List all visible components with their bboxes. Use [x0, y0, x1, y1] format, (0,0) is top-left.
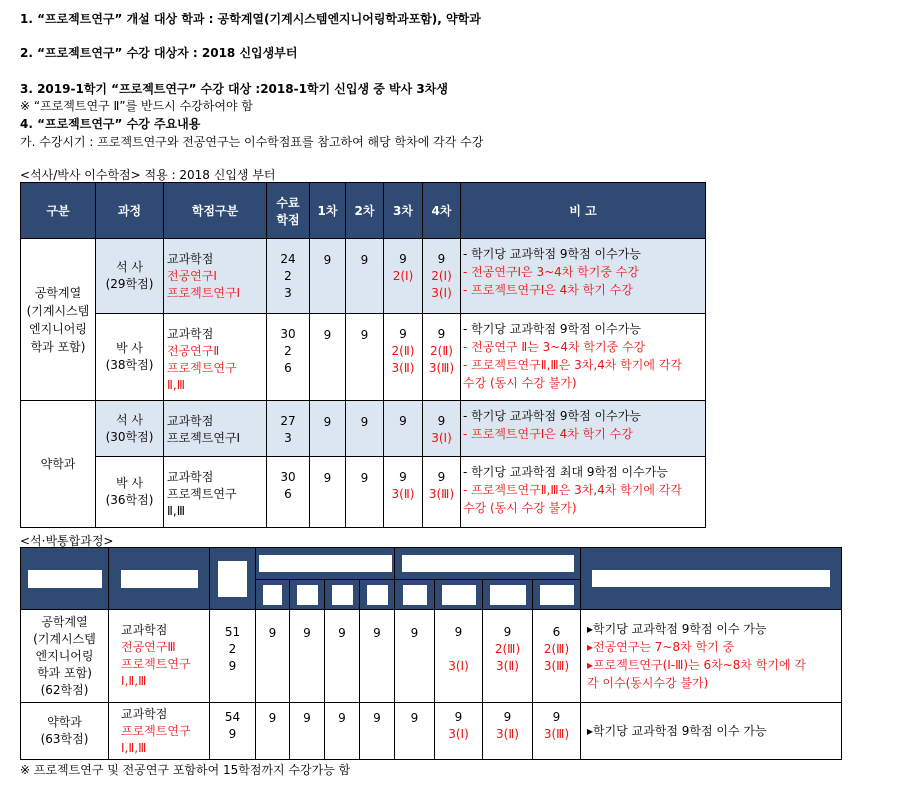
semester-cell [384, 457, 423, 528]
table-row [21, 457, 706, 528]
header-doctor-semesters [395, 548, 581, 580]
semester-cell: 9 [346, 314, 384, 401]
semester-cell: 9 [346, 401, 384, 457]
semester-value: 9 [437, 414, 446, 428]
credit-type-line: 전공연구Ⅰ [167, 269, 217, 283]
semester-value: 3(Ⅰ) [448, 727, 469, 741]
semester-cell: 9 [346, 457, 384, 528]
semester-value: 3(Ⅱ) [391, 487, 415, 501]
credit-value: 30 [280, 327, 296, 341]
remark-line: ▸프로젝트연구(Ⅰ-Ⅲ)는 6차~8차 학기에 각 각 이수(동시수강 불가) [587, 658, 806, 690]
semester-cell [435, 610, 483, 703]
header-sem-3: 3차 [384, 183, 423, 239]
credit-type-line: 프로젝트연구 Ⅱ,Ⅲ [167, 361, 237, 392]
credit-value: 3 [284, 286, 292, 300]
credit-value: 6 [284, 487, 292, 501]
semester-cell: 9 [325, 610, 360, 703]
semester-cell: 9 [290, 703, 325, 760]
semester-cell: 9 [310, 457, 346, 528]
semester-cell: 9 [290, 610, 325, 703]
credit-type-line: 전공연구Ⅱ [167, 344, 220, 358]
completion-credits-cell [267, 314, 310, 401]
remark-line: - 프로젝트연구Ⅱ,Ⅲ은 3차,4차 학기에 각각 수강 (동시 수강 불가) [463, 358, 682, 390]
remark-line: - 프로젝트연구Ⅱ,Ⅲ은 3차,4차 학기에 각각 수강 (동시 수강 불가) [463, 483, 682, 515]
intro-line-3-note: ※ “프로젝트연구 Ⅱ”를 반드시 수강하여야 함 [20, 99, 253, 113]
semester-cell [384, 239, 423, 314]
header-sem-5 [395, 580, 435, 610]
credit-type-line: 교과학점 [167, 414, 214, 428]
intro-line-5: 가. 수강시기 : 프로젝트연구와 전공연구는 이수학점표를 참고하여 해당 학차에 각각 수강 [20, 135, 484, 149]
header-sem-7 [483, 580, 533, 610]
remark-line: - 프로젝트연구Ⅰ은 4차 학기 수강 [463, 283, 633, 297]
table-row [21, 401, 706, 457]
credit-value: 51 [224, 625, 241, 639]
semester-value: 3(Ⅱ) [496, 727, 519, 741]
header-sem-2: 2차 [346, 183, 384, 239]
semester-cell: 9 [346, 239, 384, 314]
semester-cell: 9 [310, 239, 346, 314]
semester-value: 6 [552, 625, 561, 639]
credit-type-line: 교과학점 [167, 327, 214, 341]
semester-value: 9 [454, 710, 463, 724]
semester-cell [533, 610, 581, 703]
semester-value: 9 [399, 252, 407, 266]
remark-line: - 학기당 교과학점 9학점 이수가능 [463, 322, 641, 336]
semester-cell: 9 [395, 610, 435, 703]
credit-type-cell [164, 401, 267, 457]
completion-credits-cell [210, 610, 256, 703]
remarks-cell [461, 239, 706, 314]
table1-title: <석사/박사 이수학점> 적용 : 2018 신입생 부터 [20, 168, 276, 182]
credit-value: 9 [228, 727, 237, 741]
credit-table-integrated [20, 547, 842, 760]
semester-value: 3(Ⅲ) [543, 659, 570, 673]
semester-value: 9 [503, 625, 512, 639]
semester-cell: 9 [310, 401, 346, 457]
category-cell: 공학계열 (기계시스템 엔지니어링 학과 포함) (62학점) [21, 610, 109, 703]
semester-value: 2(Ⅰ) [392, 269, 414, 283]
semester-value: 3(Ⅱ) [496, 659, 519, 673]
completion-credits-cell [267, 239, 310, 314]
header-category [21, 548, 109, 610]
semester-value: 9 [399, 414, 407, 428]
semester-value: 9 [503, 710, 512, 724]
table-row [21, 610, 842, 703]
remark-line: - 학기당 교과학점 최대 9학점 이수가능 [463, 465, 668, 479]
remark-line: - 전공연구 Ⅱ는 3~4차 학기중 수강 [463, 340, 646, 354]
remark-line: ▸학기당 교과학점 9학점 이수 가능 [587, 724, 767, 738]
category-cell: 공학계열 (기계시스템 엔지니어링 학과 포함) [21, 239, 96, 401]
credit-type-line: 교과학점 [121, 623, 168, 637]
credit-type-line: 프로젝트연구 Ⅱ,Ⅲ [167, 487, 237, 518]
remarks-cell [461, 457, 706, 528]
credit-value: 2 [284, 269, 292, 283]
semester-value: 3(Ⅱ) [391, 361, 415, 375]
header-remarks [581, 548, 842, 610]
credit-type-line: 프로젝트연구Ⅰ [167, 286, 241, 300]
header-course: 과정 [96, 183, 164, 239]
credit-value: 24 [280, 252, 296, 266]
course-cell: 박 사 (38학점) [96, 314, 164, 401]
credit-value: 9 [228, 659, 237, 673]
header-sem-2 [290, 580, 325, 610]
table-row [21, 703, 842, 760]
completion-credits-cell [267, 401, 310, 457]
intro-line-2: 2. “프로젝트연구” 수강 대상자 : 2018 신입생부터 [20, 46, 298, 60]
semester-value: 2(Ⅱ) [391, 344, 415, 358]
semester-value: 3(Ⅲ) [428, 361, 455, 375]
semester-value: 9 [437, 470, 446, 484]
semester-value: 9 [454, 625, 463, 639]
semester-value: 2(Ⅲ) [494, 642, 521, 656]
credit-value: 27 [280, 414, 296, 428]
header-category: 구분 [21, 183, 96, 239]
category-cell: 약학과 [21, 401, 96, 528]
semester-value: 3(Ⅲ) [543, 727, 570, 741]
table-row [21, 314, 706, 401]
completion-credits-cell [267, 457, 310, 528]
semester-cell: 9 [360, 610, 395, 703]
credit-type-line: 프로젝트연구Ⅰ [167, 431, 241, 445]
credit-value: 6 [284, 361, 292, 375]
remark-line: ▸전공연구는 7~8차 학기 중 [587, 640, 735, 654]
remark-line: - 프로젝트연구Ⅰ은 4차 학기 수강 [463, 427, 633, 441]
header-sem-4 [360, 580, 395, 610]
credit-type-line: 전공연구Ⅲ [121, 640, 176, 654]
header-credit-type [109, 548, 210, 610]
header-remarks: 비 고 [461, 183, 706, 239]
semester-value: 3(Ⅰ) [431, 286, 452, 300]
semester-value: 9 [399, 327, 407, 341]
semester-cell [423, 457, 461, 528]
semester-cell [435, 703, 483, 760]
semester-value [435, 641, 482, 658]
course-cell: 석 사 (30학점) [96, 401, 164, 457]
table2-title: <석·박통합과정> [20, 534, 114, 548]
remark-line: - 학기당 교과학점 9학점 이수가능 [463, 247, 641, 261]
semester-cell: 9 [256, 610, 290, 703]
credit-value: 54 [224, 710, 241, 724]
semester-value: 3(Ⅰ) [431, 431, 452, 445]
intro-line-3: 3. 2019-1학기 “프로젝트연구” 수강 대상 :2018-1학기 신입생 중 박사 3차생 [20, 82, 448, 96]
header-sem-4: 4차 [423, 183, 461, 239]
header-completion-credits [210, 548, 256, 610]
remark-line: - 전공연구Ⅰ은 3~4차 학기중 수강 [463, 265, 639, 279]
semester-cell [384, 314, 423, 401]
semester-cell [533, 703, 581, 760]
header-credit-type: 학점구분 [164, 183, 267, 239]
header-sem-1: 1차 [310, 183, 346, 239]
credit-type-line: 프로젝트연구 Ⅰ,Ⅱ,Ⅲ [121, 657, 191, 688]
remark-line: ▸학기당 교과학점 9학점 이수 가능 [587, 622, 767, 636]
semester-cell [423, 314, 461, 401]
completion-credits-cell [210, 703, 256, 760]
semester-cell [423, 239, 461, 314]
header-sem-6 [435, 580, 483, 610]
semester-value: 2(Ⅰ) [431, 269, 452, 283]
header-master-semesters [256, 548, 395, 580]
intro-line-1: 1. “프로젝트연구” 개설 대상 학과 : 공학계열(기계시스템엔지니어링학과포함), 약학과 [20, 12, 481, 26]
credit-type-cell [164, 457, 267, 528]
header-sem-1 [256, 580, 290, 610]
semester-cell: 9 [395, 703, 435, 760]
semester-cell: 9 [256, 703, 290, 760]
semester-cell [483, 703, 533, 760]
semester-value: 3(Ⅰ) [448, 659, 469, 673]
semester-cell [384, 401, 423, 457]
semester-cell: 9 [310, 314, 346, 401]
credit-type-line: 교과학점 [167, 252, 214, 266]
course-cell: 박 사 (36학점) [96, 457, 164, 528]
header-sem-8 [533, 580, 581, 610]
category-cell: 약학과 (63학점) [21, 703, 109, 760]
semester-cell [483, 610, 533, 703]
remarks-cell [581, 610, 842, 703]
table-row [21, 239, 706, 314]
header-completion-credits: 수료 학점 [267, 183, 310, 239]
credit-type-line: 교과학점 [167, 470, 214, 484]
remarks-cell [581, 703, 842, 760]
credit-type-cell [164, 239, 267, 314]
semester-value: 2(Ⅱ) [430, 344, 453, 358]
credit-value: 30 [280, 470, 296, 484]
semester-value: 9 [399, 470, 407, 484]
semester-value: 9 [437, 327, 446, 341]
credit-type-cell [109, 703, 210, 760]
footer-note: ※ 프로젝트연구 및 전공연구 포함하여 15학점까지 수강가능 함 [20, 763, 351, 777]
semester-cell: 9 [360, 703, 395, 760]
credit-type-cell [164, 314, 267, 401]
semester-value: 3(Ⅲ) [428, 487, 455, 501]
intro-line-4: 4. “프로젝트연구” 수강 주요내용 [20, 117, 201, 131]
credit-value: 2 [284, 344, 292, 358]
credit-value: 3 [284, 431, 292, 445]
semester-cell: 9 [325, 703, 360, 760]
credit-type-cell [109, 610, 210, 703]
credit-value: 2 [228, 642, 237, 656]
remarks-cell [461, 401, 706, 457]
header-sem-3 [325, 580, 360, 610]
course-cell: 석 사 (29학점) [96, 239, 164, 314]
credit-type-line: 프로젝트연구 Ⅰ,Ⅱ,Ⅲ [121, 723, 191, 755]
semester-value: 2(Ⅲ) [543, 642, 570, 656]
semester-value: 9 [552, 710, 561, 724]
semester-cell [423, 401, 461, 457]
remarks-cell [461, 314, 706, 401]
credit-type-line: 교과학점 [121, 706, 168, 721]
credit-table-master-doctor [20, 182, 706, 528]
semester-value: 9 [437, 252, 446, 266]
remark-line: - 학기당 교과학점 9학점 이수가능 [463, 409, 641, 423]
